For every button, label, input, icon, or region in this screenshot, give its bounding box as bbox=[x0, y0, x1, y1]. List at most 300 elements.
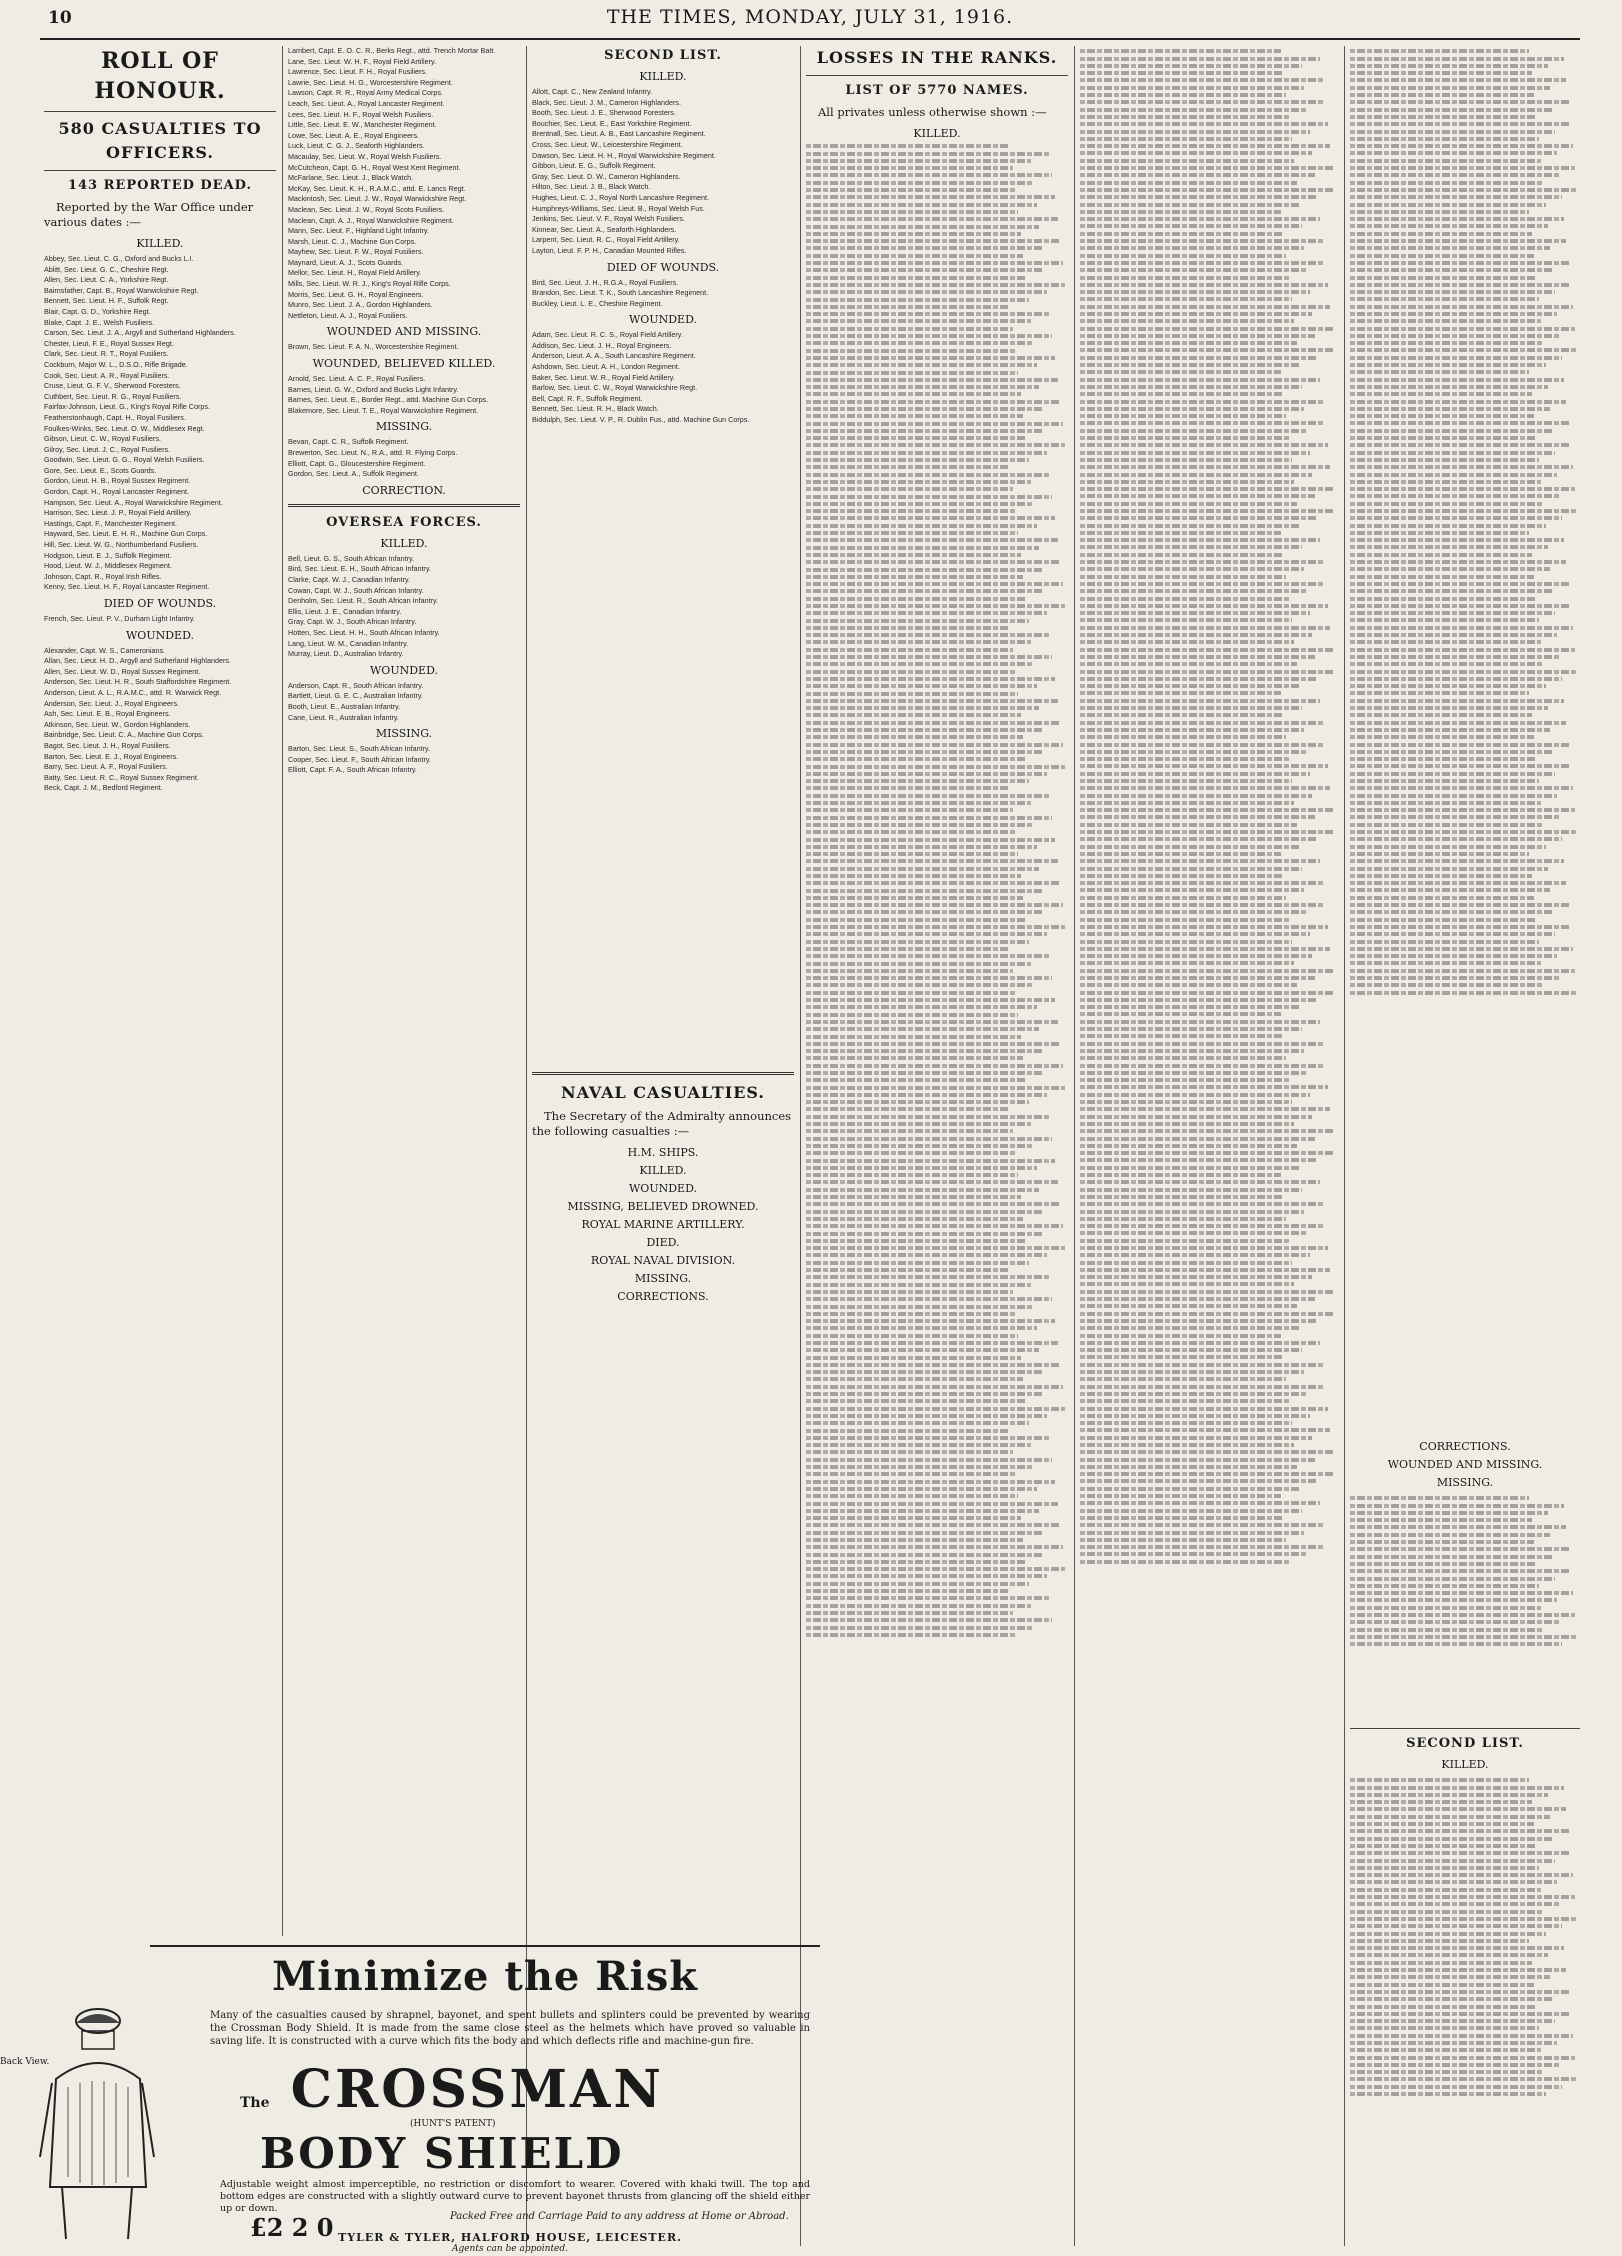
list-item: Bouchier, Sec. Lieut. E., East Yorkshire Regiment. bbox=[532, 118, 692, 128]
section-corrections: CORRECTIONS. bbox=[1419, 1440, 1511, 1453]
crossman-advertisement bbox=[0, 1945, 820, 2254]
list-item: Brandon, Sec. Lieut. T. K., South Lancashire Regiment. bbox=[532, 288, 709, 298]
text-line bbox=[1080, 1465, 1297, 1469]
text-line bbox=[1080, 531, 1281, 535]
text-line bbox=[806, 298, 1029, 302]
text-line bbox=[806, 910, 1044, 914]
text-line bbox=[1080, 750, 1307, 754]
text-line bbox=[806, 874, 1021, 878]
text-line bbox=[1350, 662, 1543, 666]
list-item: Murray, Lieut. D., Australian Infantry. bbox=[288, 649, 404, 659]
text-line bbox=[1350, 2012, 1571, 2016]
text-line bbox=[1080, 1282, 1294, 1286]
text-line bbox=[806, 1626, 1034, 1630]
text-line bbox=[1080, 71, 1284, 75]
text-line bbox=[1350, 144, 1573, 148]
list-item: Dawson, Sec. Lieut. H. H., Royal Warwickshire Regiment. bbox=[532, 150, 716, 160]
text-line bbox=[1350, 706, 1548, 710]
text-line bbox=[1080, 728, 1304, 732]
list-item: Buckley, Lieut. L. E., Cheshire Regiment. bbox=[532, 298, 663, 308]
paper-title: THE TIMES, MONDAY, JULY 31, 1916. bbox=[606, 6, 1014, 28]
text-line bbox=[1080, 1531, 1304, 1535]
section-wounded: WOUNDED. bbox=[629, 313, 697, 327]
text-line bbox=[1350, 1990, 1569, 1994]
section-missing: MISSING. bbox=[375, 420, 433, 434]
ad-description: Adjustable weight almost imperceptible, no restriction or discomfort to wearer. Covered with khaki twill. The top and bottom edges are constructed with a slightly outward curve to prevent bayonet thrusts from glancing off the shield either up or down. bbox=[220, 2179, 810, 2214]
text-line bbox=[1350, 538, 1564, 542]
text-line bbox=[806, 808, 1013, 812]
column-five bbox=[1080, 46, 1338, 2246]
text-line bbox=[1080, 910, 1307, 914]
text-line bbox=[1350, 71, 1532, 75]
list-item: Marsh, Lieut. C. J., Machine Gun Corps. bbox=[288, 236, 417, 246]
text-line bbox=[1080, 823, 1297, 827]
text-line bbox=[1350, 356, 1562, 360]
text-line bbox=[1080, 969, 1333, 973]
text-line bbox=[806, 568, 1042, 572]
text-line bbox=[1350, 487, 1575, 491]
text-line bbox=[1080, 1348, 1302, 1352]
list-item: Bagot, Sec. Lieut. J. H., Royal Fusiliers. bbox=[44, 740, 171, 750]
text-line bbox=[806, 246, 1042, 250]
text-line bbox=[1350, 1866, 1539, 1870]
text-line bbox=[806, 1305, 1034, 1309]
text-line bbox=[1080, 1370, 1304, 1374]
text-line bbox=[806, 152, 1050, 156]
text-line bbox=[1080, 64, 1302, 68]
list-item: Gray, Capt. W. J., South African Infantry. bbox=[288, 617, 417, 627]
text-line bbox=[806, 524, 1037, 528]
text-line bbox=[1350, 684, 1546, 688]
text-line bbox=[806, 276, 1026, 280]
text-line bbox=[1350, 743, 1569, 747]
text-line bbox=[806, 706, 1039, 710]
text-line bbox=[806, 1531, 1042, 1535]
text-line bbox=[1080, 429, 1307, 433]
text-line bbox=[1080, 1341, 1320, 1345]
list-item: Lowe, Sec. Lieut. A. E., Royal Engineers. bbox=[288, 130, 420, 140]
text-line bbox=[806, 670, 1016, 674]
list-item: Bennett, Sec. Lieut. H. F., Suffolk Regt. bbox=[44, 296, 169, 306]
text-line bbox=[806, 436, 1026, 440]
text-line bbox=[1350, 961, 1541, 965]
text-line bbox=[806, 991, 1016, 995]
text-line bbox=[1080, 49, 1281, 53]
text-line bbox=[1080, 1056, 1286, 1060]
text-line bbox=[1080, 232, 1284, 236]
text-line bbox=[1350, 2026, 1539, 2030]
list-item: Arnold, Sec. Lieut. A. C. P., Royal Fusiliers. bbox=[288, 374, 426, 384]
text-line bbox=[806, 1356, 1021, 1360]
text-line bbox=[806, 1020, 1058, 1024]
text-line bbox=[806, 334, 1052, 338]
list-item: Leach, Sec. Lieut. A., Royal Lancaster Regiment. bbox=[288, 98, 445, 108]
text-line bbox=[806, 1574, 1047, 1578]
ranks-list bbox=[806, 144, 1068, 1637]
text-line bbox=[1080, 1261, 1292, 1265]
reported-dead: 143 REPORTED DEAD. bbox=[67, 178, 253, 193]
text-line bbox=[1350, 874, 1532, 878]
text-line bbox=[806, 254, 1023, 258]
text-line bbox=[806, 794, 1050, 798]
text-line bbox=[1080, 932, 1310, 936]
text-line bbox=[1080, 246, 1304, 250]
text-line bbox=[806, 1173, 1018, 1177]
text-line bbox=[1080, 640, 1294, 644]
text-line bbox=[1350, 932, 1555, 936]
text-line bbox=[1350, 1540, 1534, 1544]
list-item: Barlow, Sec. Lieut. C. W., Royal Warwickshire Regt. bbox=[532, 383, 698, 393]
text-line bbox=[1350, 1628, 1543, 1632]
text-line bbox=[1350, 2070, 1543, 2074]
text-line bbox=[1080, 108, 1307, 112]
text-line bbox=[806, 290, 1047, 294]
roll-died-list bbox=[44, 614, 276, 625]
text-line bbox=[806, 349, 1016, 353]
text-line bbox=[806, 458, 1029, 462]
list-item: Batty, Sec. Lieut. R. C., Royal Sussex Regiment. bbox=[44, 772, 199, 782]
text-line bbox=[1350, 217, 1564, 221]
text-line bbox=[1350, 670, 1578, 674]
text-line bbox=[1080, 1122, 1294, 1126]
text-line bbox=[1350, 582, 1569, 586]
text-line bbox=[806, 473, 1050, 477]
text-line bbox=[1350, 1961, 1532, 1965]
column-two bbox=[288, 46, 520, 1936]
text-line bbox=[1080, 852, 1281, 856]
list-item: Cook, Sec. Lieut. A. R., Royal Fusiliers. bbox=[44, 370, 170, 380]
wounded-missing-list bbox=[288, 342, 520, 353]
text-line bbox=[806, 918, 1026, 922]
text-line bbox=[806, 1618, 1052, 1622]
text-line bbox=[1350, 1902, 1559, 1906]
text-line bbox=[1080, 633, 1312, 637]
oversea-title: OVERSEA FORCES. bbox=[326, 514, 482, 530]
text-line bbox=[806, 268, 1044, 272]
text-line bbox=[806, 1042, 1060, 1046]
text-line bbox=[1350, 779, 1539, 783]
text-line bbox=[806, 1202, 1060, 1206]
text-line bbox=[1080, 283, 1328, 287]
text-line bbox=[806, 1545, 1063, 1549]
text-line bbox=[806, 538, 1058, 542]
text-line bbox=[1350, 239, 1566, 243]
text-line bbox=[806, 1385, 1063, 1389]
text-line bbox=[1080, 699, 1320, 703]
text-line bbox=[1350, 297, 1539, 301]
text-line bbox=[806, 1013, 1018, 1017]
list-item: Barnes, Lieut. G. W., Oxford and Bucks Light Infantry. bbox=[288, 384, 459, 394]
list-item: Gordon, Sec. Lieut. A., Suffolk Regiment. bbox=[288, 469, 419, 479]
text-line bbox=[1350, 764, 1571, 768]
roll-intro: Reported by the War Office under various dates :— bbox=[44, 200, 254, 229]
text-line bbox=[1080, 677, 1317, 681]
text-line bbox=[806, 1122, 1031, 1126]
text-line bbox=[1080, 516, 1317, 520]
text-line bbox=[806, 495, 1052, 499]
list-item: Carson, Sec. Lieut. J. A., Argyll and Sutherland Highlanders. bbox=[44, 328, 236, 338]
text-line bbox=[1350, 604, 1571, 608]
section-died: DIED OF WOUNDS. bbox=[606, 260, 720, 274]
text-line bbox=[806, 181, 1034, 185]
list-item: Clark, Sec. Lieut. R. T., Royal Fusiliers. bbox=[44, 349, 169, 359]
text-line bbox=[1080, 1253, 1310, 1257]
text-line bbox=[1350, 713, 1532, 717]
text-line bbox=[1080, 670, 1335, 674]
text-line bbox=[1080, 451, 1310, 455]
text-line bbox=[1080, 743, 1325, 747]
column-six bbox=[1350, 46, 1580, 2246]
text-line bbox=[806, 721, 1060, 725]
text-line bbox=[1080, 947, 1330, 951]
text-line bbox=[1080, 1377, 1286, 1381]
text-line bbox=[1350, 991, 1578, 995]
text-line bbox=[1350, 100, 1569, 104]
list-item: Lawrence, Sec. Lieut. F. H., Royal Fusiliers. bbox=[288, 67, 428, 77]
text-line bbox=[806, 188, 1016, 192]
text-line bbox=[1350, 597, 1536, 601]
text-line bbox=[1350, 1837, 1552, 1841]
text-line bbox=[1080, 538, 1320, 542]
text-line bbox=[1350, 896, 1534, 900]
text-line bbox=[806, 1188, 1039, 1192]
text-line bbox=[1080, 1275, 1312, 1279]
text-line bbox=[1080, 1231, 1307, 1235]
text-line bbox=[1350, 494, 1559, 498]
text-line bbox=[1350, 852, 1529, 856]
text-line bbox=[1080, 567, 1304, 571]
text-line bbox=[806, 947, 1010, 951]
text-line bbox=[1350, 655, 1559, 659]
text-line bbox=[806, 619, 1029, 623]
text-line bbox=[806, 998, 1055, 1002]
section-died: DIED OF WOUNDS. bbox=[103, 597, 217, 610]
list-item: Gray, Sec. Lieut. D. W., Cameron Highlanders. bbox=[532, 171, 681, 181]
text-line bbox=[1350, 443, 1571, 447]
text-line bbox=[1080, 370, 1281, 374]
text-line bbox=[806, 1283, 1031, 1287]
list-item: Adam, Sec. Lieut. R. C. S., Royal Field Artillery. bbox=[532, 330, 683, 340]
column-roll-of-honour bbox=[44, 46, 276, 1936]
list-item: Brentnall, Sec. Lieut. A. B., East Lancashire Regiment. bbox=[532, 129, 706, 139]
text-line bbox=[1350, 1525, 1566, 1529]
list-item: Bell, Lieut. G. S., South African Infantry. bbox=[288, 553, 415, 563]
text-line bbox=[1350, 1504, 1564, 1508]
text-line bbox=[806, 232, 1021, 236]
text-line bbox=[806, 509, 1016, 513]
text-line bbox=[1350, 633, 1557, 637]
text-line bbox=[806, 728, 1042, 732]
list-item: Bird, Sec. Lieut. J. H., R.G.A., Royal Fusiliers. bbox=[532, 277, 679, 287]
text-line bbox=[1080, 276, 1289, 280]
text-line bbox=[806, 319, 1031, 323]
text-line bbox=[1080, 166, 1333, 170]
text-line bbox=[1350, 640, 1541, 644]
text-line bbox=[1080, 1487, 1299, 1491]
text-line bbox=[1350, 232, 1532, 236]
text-line bbox=[1350, 1844, 1536, 1848]
text-line bbox=[806, 1414, 1047, 1418]
text-line bbox=[1350, 1606, 1541, 1610]
text-line bbox=[806, 626, 1010, 630]
list-item: Bennett, Sec. Lieut. R. H., Black Watch. bbox=[532, 404, 659, 414]
text-line bbox=[806, 1129, 1013, 1133]
list-item: Hill, Sec. Lieut. W. G., Northumberland Fusiliers. bbox=[44, 540, 199, 550]
text-line bbox=[1080, 1012, 1281, 1016]
text-line bbox=[1080, 436, 1289, 440]
text-line bbox=[1350, 516, 1562, 520]
text-line bbox=[1080, 903, 1325, 907]
text-line bbox=[806, 144, 1010, 148]
ad-maker: TYLER & TYLER, HALFORD HOUSE, LEICESTER. bbox=[338, 2231, 682, 2244]
text-line bbox=[806, 1567, 1065, 1571]
text-line bbox=[806, 954, 1050, 958]
list-item: Ash, Sec. Lieut. E. B., Royal Engineers. bbox=[44, 709, 171, 719]
text-line bbox=[1350, 1807, 1566, 1811]
text-line bbox=[1350, 1518, 1532, 1522]
text-line bbox=[1080, 618, 1292, 622]
text-line bbox=[806, 896, 1023, 900]
list-item: Mackintosh, Sec. Lieut. J. W., Royal Warwickshire Regt. bbox=[288, 194, 467, 204]
text-line bbox=[1080, 188, 1335, 192]
text-line bbox=[1350, 1511, 1548, 1515]
list-item: Allott, Capt. C., New Zealand Infantry. bbox=[532, 87, 653, 96]
text-line bbox=[1350, 1939, 1529, 1943]
text-line bbox=[1080, 1246, 1328, 1250]
text-line bbox=[806, 239, 1060, 243]
text-line bbox=[1080, 582, 1325, 586]
text-line bbox=[1350, 370, 1529, 374]
text-line bbox=[1080, 1005, 1299, 1009]
text-line bbox=[1350, 181, 1543, 185]
text-line bbox=[1080, 1363, 1323, 1367]
text-line bbox=[1350, 699, 1564, 703]
ad-view-label: Back View. bbox=[0, 2057, 50, 2067]
list-item: Cowan, Capt. W. J., South African Infantry. bbox=[288, 585, 424, 595]
section-wounded: WOUNDED. bbox=[126, 628, 194, 642]
text-line bbox=[806, 1100, 1029, 1104]
text-line bbox=[1350, 567, 1550, 571]
text-line bbox=[1080, 458, 1292, 462]
text-line bbox=[806, 867, 1039, 871]
text-line bbox=[1350, 283, 1571, 287]
text-line bbox=[1350, 305, 1573, 309]
list-item: Macaulay, Sec. Lieut. W., Royal Welsh Fusiliers. bbox=[288, 151, 442, 161]
text-line bbox=[1350, 327, 1575, 331]
text-line bbox=[1350, 1910, 1543, 1914]
text-line bbox=[1350, 626, 1573, 630]
text-line bbox=[806, 407, 1042, 411]
text-line bbox=[806, 1166, 1037, 1170]
text-line bbox=[806, 750, 1044, 754]
text-line bbox=[806, 480, 1031, 484]
text-line bbox=[1350, 93, 1534, 97]
text-line bbox=[1350, 436, 1536, 440]
text-line bbox=[1350, 1569, 1571, 1573]
text-line bbox=[1350, 954, 1557, 958]
text-line bbox=[1350, 159, 1541, 163]
text-line bbox=[1080, 713, 1284, 717]
text-line bbox=[806, 1363, 1060, 1367]
text-line bbox=[806, 823, 1034, 827]
text-line bbox=[806, 1502, 1058, 1506]
text-line bbox=[1350, 618, 1539, 622]
text-line bbox=[1080, 1210, 1304, 1214]
text-line bbox=[1080, 356, 1317, 360]
text-line bbox=[1350, 1547, 1569, 1551]
text-line bbox=[806, 261, 1063, 265]
text-line bbox=[806, 400, 1060, 404]
text-line bbox=[1080, 611, 1310, 615]
text-line bbox=[806, 1027, 1039, 1031]
column-rule bbox=[526, 46, 527, 2246]
text-line bbox=[806, 1611, 1013, 1615]
text-line bbox=[1350, 1591, 1573, 1595]
text-line bbox=[1080, 1137, 1315, 1141]
text-line bbox=[806, 1429, 1010, 1433]
text-line bbox=[806, 881, 1060, 885]
text-line bbox=[1080, 1552, 1307, 1556]
list-item: Humphreys-Williams, Sec. Lieut. B., Royal Welsh Fus. bbox=[532, 203, 705, 213]
list-item: Gibbon, Lieut. E. G., Suffolk Regiment. bbox=[532, 161, 656, 171]
column-rule bbox=[800, 46, 801, 2246]
list-item: Luck, Lieut. C. G. J., Seaforth Highlanders. bbox=[288, 141, 425, 151]
text-line bbox=[806, 356, 1055, 360]
text-line bbox=[1350, 465, 1573, 469]
section-wounded-missing: WOUNDED AND MISSING. bbox=[1387, 1458, 1543, 1471]
text-line bbox=[1350, 1533, 1550, 1537]
list-item: Gordon, Capt. H., Royal Lancaster Regiment. bbox=[44, 487, 190, 497]
text-line bbox=[1080, 1355, 1284, 1359]
text-line bbox=[1350, 400, 1566, 404]
text-line bbox=[1350, 268, 1552, 272]
second-wounded-list bbox=[532, 330, 794, 425]
text-line bbox=[1350, 2092, 1546, 2096]
list-item: Blakemore, Sec. Lieut. T. E., Royal Warwickshire Regiment. bbox=[288, 405, 479, 415]
text-line bbox=[806, 1056, 1023, 1060]
text-line bbox=[1080, 954, 1312, 958]
text-line bbox=[806, 1582, 1029, 1586]
text-line bbox=[806, 1275, 1050, 1279]
text-line bbox=[1080, 881, 1323, 885]
text-line bbox=[1080, 261, 1325, 265]
list-item: Anderson, Capt. R., South African Infantry. bbox=[288, 680, 424, 690]
text-line bbox=[1350, 867, 1548, 871]
text-line bbox=[806, 1326, 1037, 1330]
text-line bbox=[806, 1436, 1050, 1440]
section-killed: KILLED. bbox=[913, 127, 961, 140]
text-line bbox=[1080, 706, 1302, 710]
list-item: Barnes, Sec. Lieut. E., Border Regt., attd. Machine Gun Corps. bbox=[288, 395, 489, 405]
text-line bbox=[806, 1341, 1058, 1345]
list-item: Mann, Sec. Lieut. F., Highland Light Infantry. bbox=[288, 226, 429, 236]
text-line bbox=[1080, 290, 1310, 294]
text-line bbox=[1080, 86, 1304, 90]
list-item: Hotten, Sec. Lieut. H. H., South African Infantry. bbox=[288, 627, 440, 637]
text-line bbox=[1350, 363, 1546, 367]
text-line bbox=[1350, 188, 1578, 192]
section-naval-wounded: WOUNDED. bbox=[629, 1181, 697, 1195]
list-item: Booth, Lieut. E., Australian Infantry. bbox=[288, 701, 401, 711]
text-line bbox=[806, 779, 1029, 783]
ranks-intro: All privates unless otherwise shown :— bbox=[818, 105, 1047, 119]
text-line bbox=[1080, 480, 1294, 484]
text-line bbox=[1350, 312, 1557, 316]
oversea-missing-list bbox=[288, 744, 520, 776]
text-line bbox=[1080, 626, 1330, 630]
text-line bbox=[806, 422, 1063, 426]
list-item: Harrison, Sec. Lieut. J. P., Royal Field Artillery. bbox=[44, 508, 192, 518]
